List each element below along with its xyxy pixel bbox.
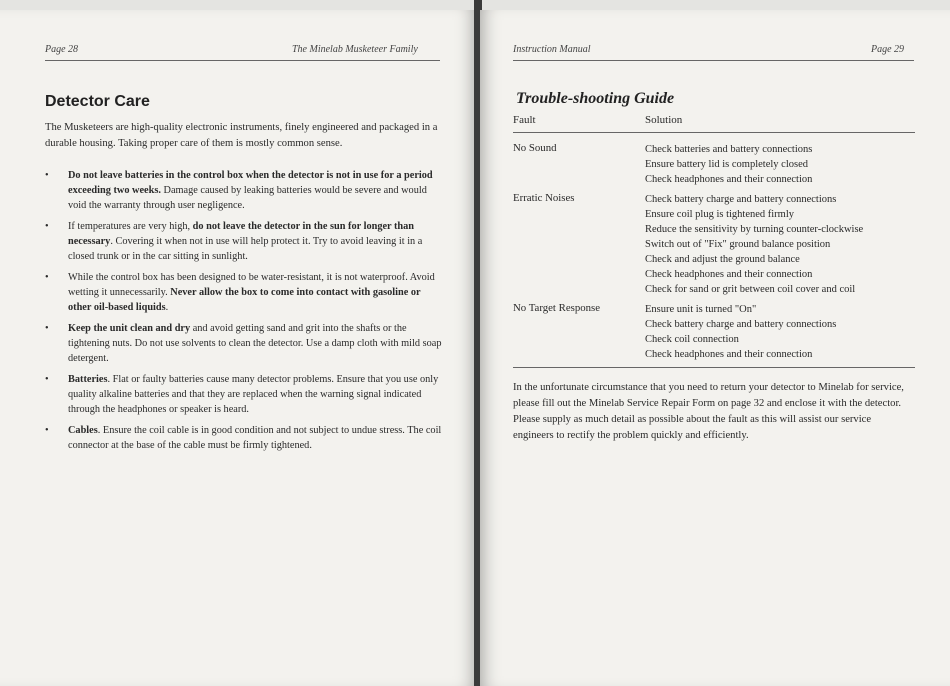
bullet-item: • If temperatures are very high, do not leave the detector in the sun for longer than necessary. Covering it when not in use will help protect it. Try to avoid leaving it in a closed trunk or in the car sitting in sunlight. — [45, 221, 423, 262]
column-header-solution: Solution — [645, 114, 683, 126]
solution-item: Switch out of "Fix" ground balance position — [645, 239, 831, 250]
column-header-fault: Fault — [513, 114, 536, 126]
solution-item: Check battery charge and battery connections — [645, 194, 837, 205]
right-page-number: Page 29 — [871, 44, 905, 55]
solution-item: Check headphones and their connection — [645, 269, 813, 280]
fault-label: Erratic Noises — [513, 192, 575, 204]
fault-label: No Sound — [513, 142, 557, 154]
solution-list — [645, 302, 915, 362]
fault-label: No Target Response — [513, 302, 601, 314]
right-header-rule — [513, 60, 914, 61]
bullet-item: • Keep the unit clean and dry and avoid getting sand and grit into the shafts or the tightening nuts. Do not use solvents to clean the detector. Use a damp cloth with mild soap detergent. — [45, 323, 442, 364]
right-running-title: Instruction Manual — [513, 44, 591, 55]
solution-item: Check headphones and their connection — [645, 349, 813, 360]
solution-item: Check headphones and their connection — [645, 174, 813, 185]
bullet-item: • Do not leave batteries in the control box when the detector is not in use for a period exceeding two weeks. Damage caused by leaking batteries would be severe and would void the warranty through user negligence. — [45, 170, 433, 211]
bullet-item: • Cables. Ensure the coil cable is in good condition and not subject to undue stress. The coil connector at the base of the cable must be firmly tightened. — [45, 425, 442, 451]
closing-paragraph: In the unfortunate circumstance that you need to return your detector to Minelab for service, please fill out the Minelab Service Repair Form on page 32 and enclose it with the detector. Please supply as much detail as possible about the fault as this will assist our service engineers to rectify the problem quickly and efficiently. — [513, 382, 904, 441]
bullet-item: • While the control box has been designed to be water-resistant, it is not waterproof. Avoid wetting it unnecessarily. Never allow the box to come into contact with gasoline or other oil-based liquids. — [45, 272, 435, 313]
intro-paragraph: The Musketeers are high-quality electronic instruments, finely engineered and packaged in a durable housing. Taking proper care of them is mostly common sense. — [45, 122, 438, 149]
left-page-number: Page 28 — [45, 44, 79, 55]
solution-item: Check battery charge and battery connections — [645, 319, 837, 330]
bullet-item: • Batteries. Flat or faulty batteries cause many detector problems. Ensure that you use only quality alkaline batteries and that they are replaced when the warning signal indicated through the headphones or speaker is heard. — [45, 374, 439, 415]
left-header-rule — [45, 60, 440, 61]
solution-item: Check coil connection — [645, 334, 739, 345]
table-header-rule — [513, 132, 915, 133]
left-running-title: The Minelab Musketeer Family — [292, 44, 418, 55]
solution-item: Ensure battery lid is completely closed — [645, 159, 808, 170]
solution-item: Check and adjust the ground balance — [645, 254, 800, 265]
solution-list — [645, 142, 915, 187]
solution-item: Ensure unit is turned "On" — [645, 304, 757, 315]
care-bullet-list — [45, 168, 445, 459]
solution-item: Reduce the sensitivity by turning counter-clockwise — [645, 224, 864, 235]
solution-item: Ensure coil plug is tightened firmly — [645, 209, 795, 220]
section-heading-troubleshooting: Trouble-shooting Guide — [516, 90, 675, 107]
table-bottom-rule — [513, 367, 915, 368]
solution-item: Check for sand or grit between coil cover and coil — [645, 284, 856, 295]
solution-list — [645, 192, 915, 297]
solution-item: Check batteries and battery connections — [645, 144, 813, 155]
section-heading-detector-care: Detector Care — [45, 93, 150, 110]
